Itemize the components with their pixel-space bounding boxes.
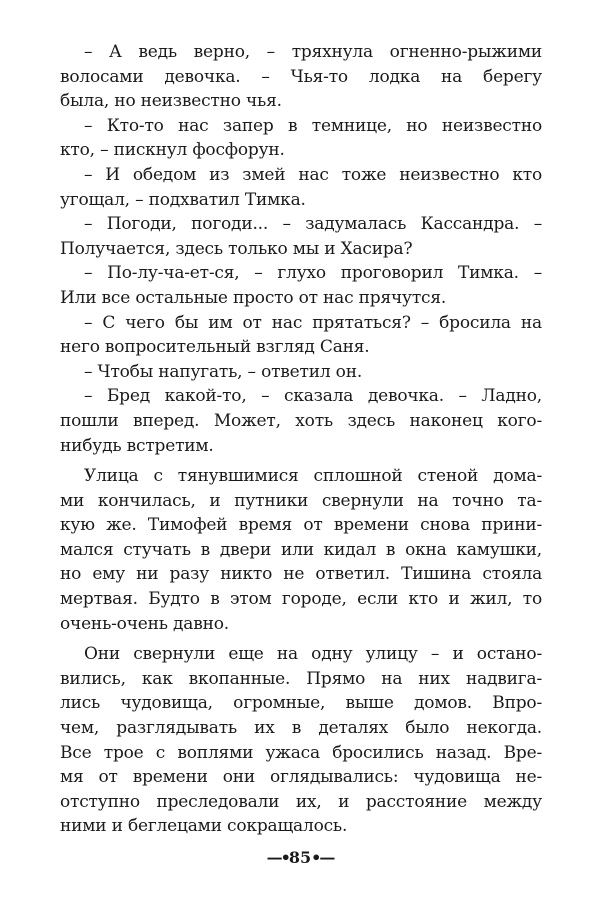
text-line: но ему ни разу никто не ответил. Тишина стояла (60, 564, 542, 585)
text-line: кто, – пискнул фосфорун. (60, 140, 285, 161)
text-line: мя от времени они оглядывались: чудовища не- (60, 767, 542, 788)
text-line: отступно преследовали их, и расстояние между (60, 791, 542, 812)
text-line: – С чего бы им от нас прятаться? – бросила на (84, 312, 542, 333)
page-number: 85 (288, 848, 312, 867)
paragraph (60, 642, 542, 839)
paragraph (60, 163, 542, 212)
text-line: нибудь встретим. (60, 435, 214, 456)
text-line: лись чудовища, огромные, выше домов. Впро- (60, 693, 542, 714)
text-line: волосами девочка. – Чья-то лодка на берегу (60, 66, 542, 87)
paragraph (60, 212, 542, 261)
paragraph (60, 384, 542, 458)
text-line: ними и беглецами сокращалось. (60, 816, 348, 837)
footer-ornament-left: —• (266, 848, 289, 867)
book-page-text (60, 40, 542, 839)
paragraph (60, 464, 542, 636)
text-line: Или все остальные просто от нас прячутся. (60, 287, 447, 308)
text-line: угощал, – подхватил Тимка. (60, 189, 306, 210)
text-line: ми кончилась, и путники свернули на точно та- (60, 490, 542, 511)
text-line: чем, разглядывать их в деталях было некогда. (60, 718, 542, 739)
text-line: – А ведь верно, – тряхнула огненно-рыжими (84, 42, 542, 62)
text-line: Получается, здесь только мы и Хасира? (60, 238, 413, 259)
text-line: Улица с тянувшимися сплошной стеной дома- (84, 466, 542, 487)
text-line: очень-очень давно. (60, 613, 229, 634)
text-line: пошли вперед. Может, хоть здесь наконец кого- (60, 410, 542, 431)
text-line: – Чтобы напугать, – ответил он. (84, 361, 363, 382)
text-line: – По-лу-ча-ет-ся, – глухо проговорил Тимка. – (84, 263, 542, 284)
text-line: – Погоди, погоди... – задумалась Кассандра. – (84, 214, 542, 235)
text-line: Они свернули еще на одну улицу – и остано- (84, 644, 542, 665)
text-line: мался стучать в двери или кидал в окна камушки, (60, 539, 542, 560)
text-line: мертвая. Будто в этом городе, если кто и жил, то (60, 589, 542, 610)
text-line: него вопросительный взгляд Саня. (60, 337, 370, 358)
text-line: была, но неизвестно чья. (60, 91, 282, 112)
page-footer (0, 848, 600, 867)
paragraph (60, 114, 542, 163)
text-line: вились, как вкопанные. Прямо на них надвига- (60, 668, 542, 689)
paragraph (60, 360, 542, 385)
paragraph (60, 311, 542, 360)
text-line: – Бред какой-то, – сказала девочка. – Ладно, (84, 386, 542, 407)
text-line: – И обедом из змей нас тоже неизвестно кто (84, 164, 542, 185)
footer-ornament-right: •— (311, 848, 334, 867)
text-line: Все трое с воплями ужаса бросились назад. Вре- (60, 742, 542, 763)
text-line: кую же. Тимофей время от времени снова прини- (60, 515, 542, 536)
text-line: – Кто-то нас запер в темнице, но неизвестно (84, 115, 542, 136)
paragraph (60, 40, 542, 114)
paragraph (60, 261, 542, 310)
